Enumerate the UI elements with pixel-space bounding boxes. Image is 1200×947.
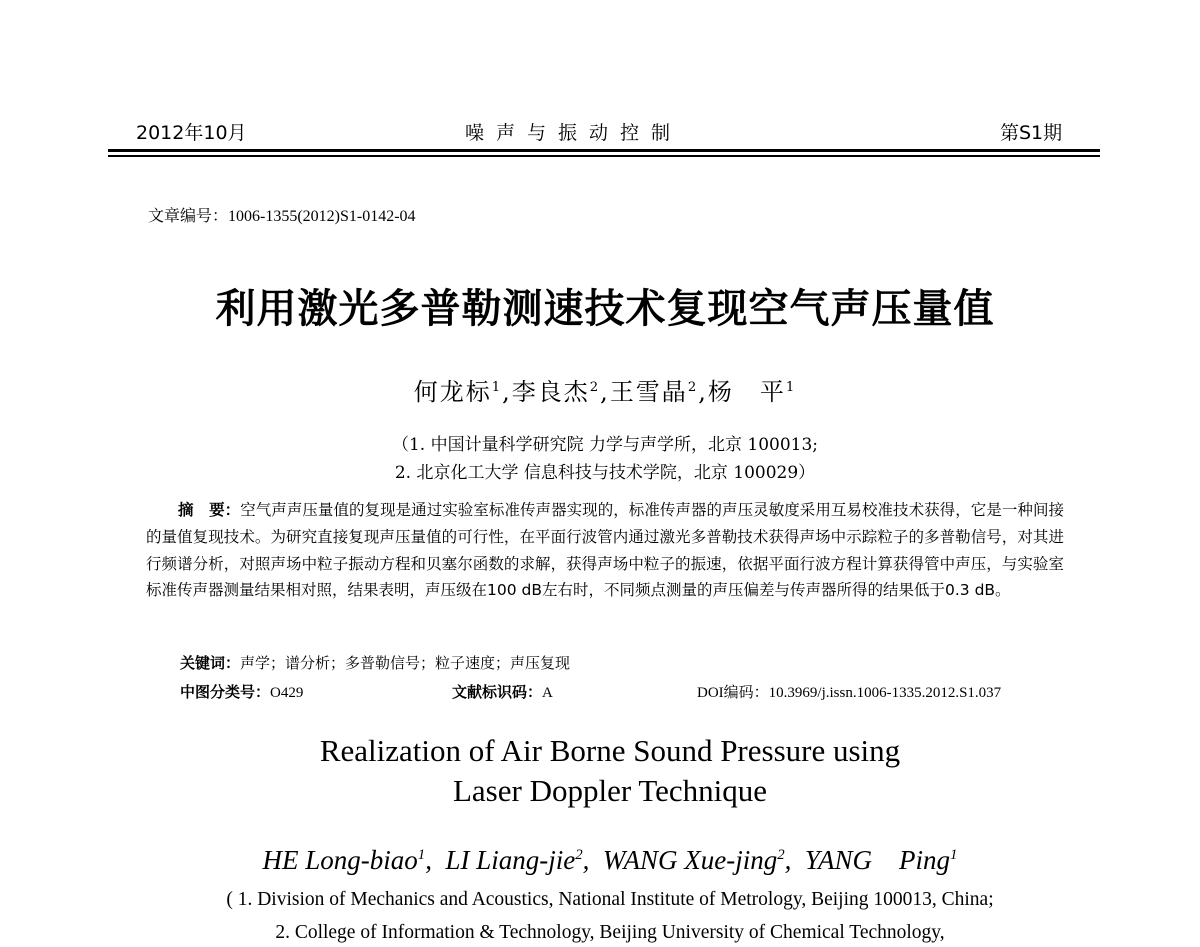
header-date: 2012年10月 <box>136 122 247 144</box>
author-separator: , <box>425 845 446 875</box>
author-affiliation-mark: 1 <box>491 380 503 395</box>
author-name: 杨 平 <box>707 378 786 406</box>
author-affiliation-mark: 1 <box>785 380 797 395</box>
keywords-label: 关键词： <box>180 654 241 672</box>
author-separator: , <box>582 845 603 875</box>
author-name: LI Liang-jie <box>445 845 576 875</box>
author-name: 何龙标 <box>413 378 492 406</box>
abstract-chinese <box>146 497 1064 604</box>
authors-english <box>0 838 1200 877</box>
header-rule-thin <box>108 155 1100 157</box>
doi-label: DOI编码： <box>697 685 769 701</box>
author-separator: , <box>698 378 708 406</box>
author-affiliation-mark: 2 <box>575 847 583 863</box>
clc-label: 中图分类号： <box>180 683 271 701</box>
author-affiliation-mark: 2 <box>777 847 785 863</box>
author-affiliation-mark: 2 <box>589 380 601 395</box>
keywords <box>180 652 570 673</box>
author-separator: , <box>502 378 512 406</box>
author-affiliation-mark: 1 <box>950 847 958 863</box>
affiliation-chinese-2: 2. 北京化工大学 信息科技与技术学院，北京 100029） <box>394 463 816 483</box>
author-separator: , <box>784 845 805 875</box>
affiliation-chinese-1: （1. 中国计量科学研究院 力学与声学所，北京 100013; <box>391 435 819 455</box>
author-name: YANG Ping <box>804 845 951 875</box>
title-english-line-2: Laser Doppler Technique <box>452 773 768 808</box>
author-affiliation-mark: 1 <box>417 847 426 863</box>
doi <box>697 681 1001 702</box>
header-journal-name: 噪声与振动控制 <box>465 122 683 144</box>
authors-chinese <box>0 372 1200 407</box>
clc-value: O429 <box>270 685 304 701</box>
author-name: HE Long-biao <box>262 845 418 875</box>
abstract-text: 空气声声压量值的复现是通过实验室标准传声器实现的，标准传声器的声压灵敏度采用互易校准技术获得，它是一种间接的量值复现技术。为研究直接复现声压量值的可行性，在平面行波管内通过激光多普勒技术获得声场中示踪粒子的多普勒信号，对其进行频谱分析，对照声场中粒子振动方程和贝塞尔函数的求解，获得声场中粒子的振速，依据平面行波方程计算获得管中声压，与实验室标准传声器测量结果相对照，结果表明，声压级在100 dB左右时，不同频点测量的声压偏差与传声器所得的结果低于0.3 dB。 <box>146 501 1064 600</box>
keywords-text: 声学；谱分析；多普勒信号；粒子速度；声压复现 <box>240 654 571 672</box>
document-code <box>452 681 553 702</box>
affiliation-english-1: ( 1. Division of Mechanics and Acoustics, National Institute of Metrology, Beijing 100013, China; <box>226 889 994 910</box>
author-name: 李良杰 <box>511 378 590 406</box>
document-code-label: 文献标识码： <box>452 683 543 701</box>
document-code-value: A <box>542 685 553 701</box>
author-name: WANG Xue-jing <box>602 845 778 875</box>
header-issue: 第S1期 <box>1000 122 1063 144</box>
header-rule-thick <box>108 149 1100 152</box>
classification-number <box>180 681 303 702</box>
doi-value: 10.3969/j.issn.1006-1335.2012.S1.037 <box>768 685 1002 701</box>
title-chinese: 利用激光多普勒测速技术复现空气声压量值 <box>215 286 995 332</box>
author-separator: , <box>600 378 610 406</box>
article-number: 文章编号：1006-1355(2012)S1-0142-04 <box>148 208 416 225</box>
affiliation-english-2: 2. College of Information & Technology, Beijing University of Chemical Technology, <box>275 922 945 943</box>
author-name: 王雪晶 <box>609 378 688 406</box>
author-affiliation-mark: 2 <box>687 380 699 395</box>
title-english-line-1: Realization of Air Borne Sound Pressure using <box>319 733 901 768</box>
abstract-label: 摘 要： <box>178 501 241 519</box>
